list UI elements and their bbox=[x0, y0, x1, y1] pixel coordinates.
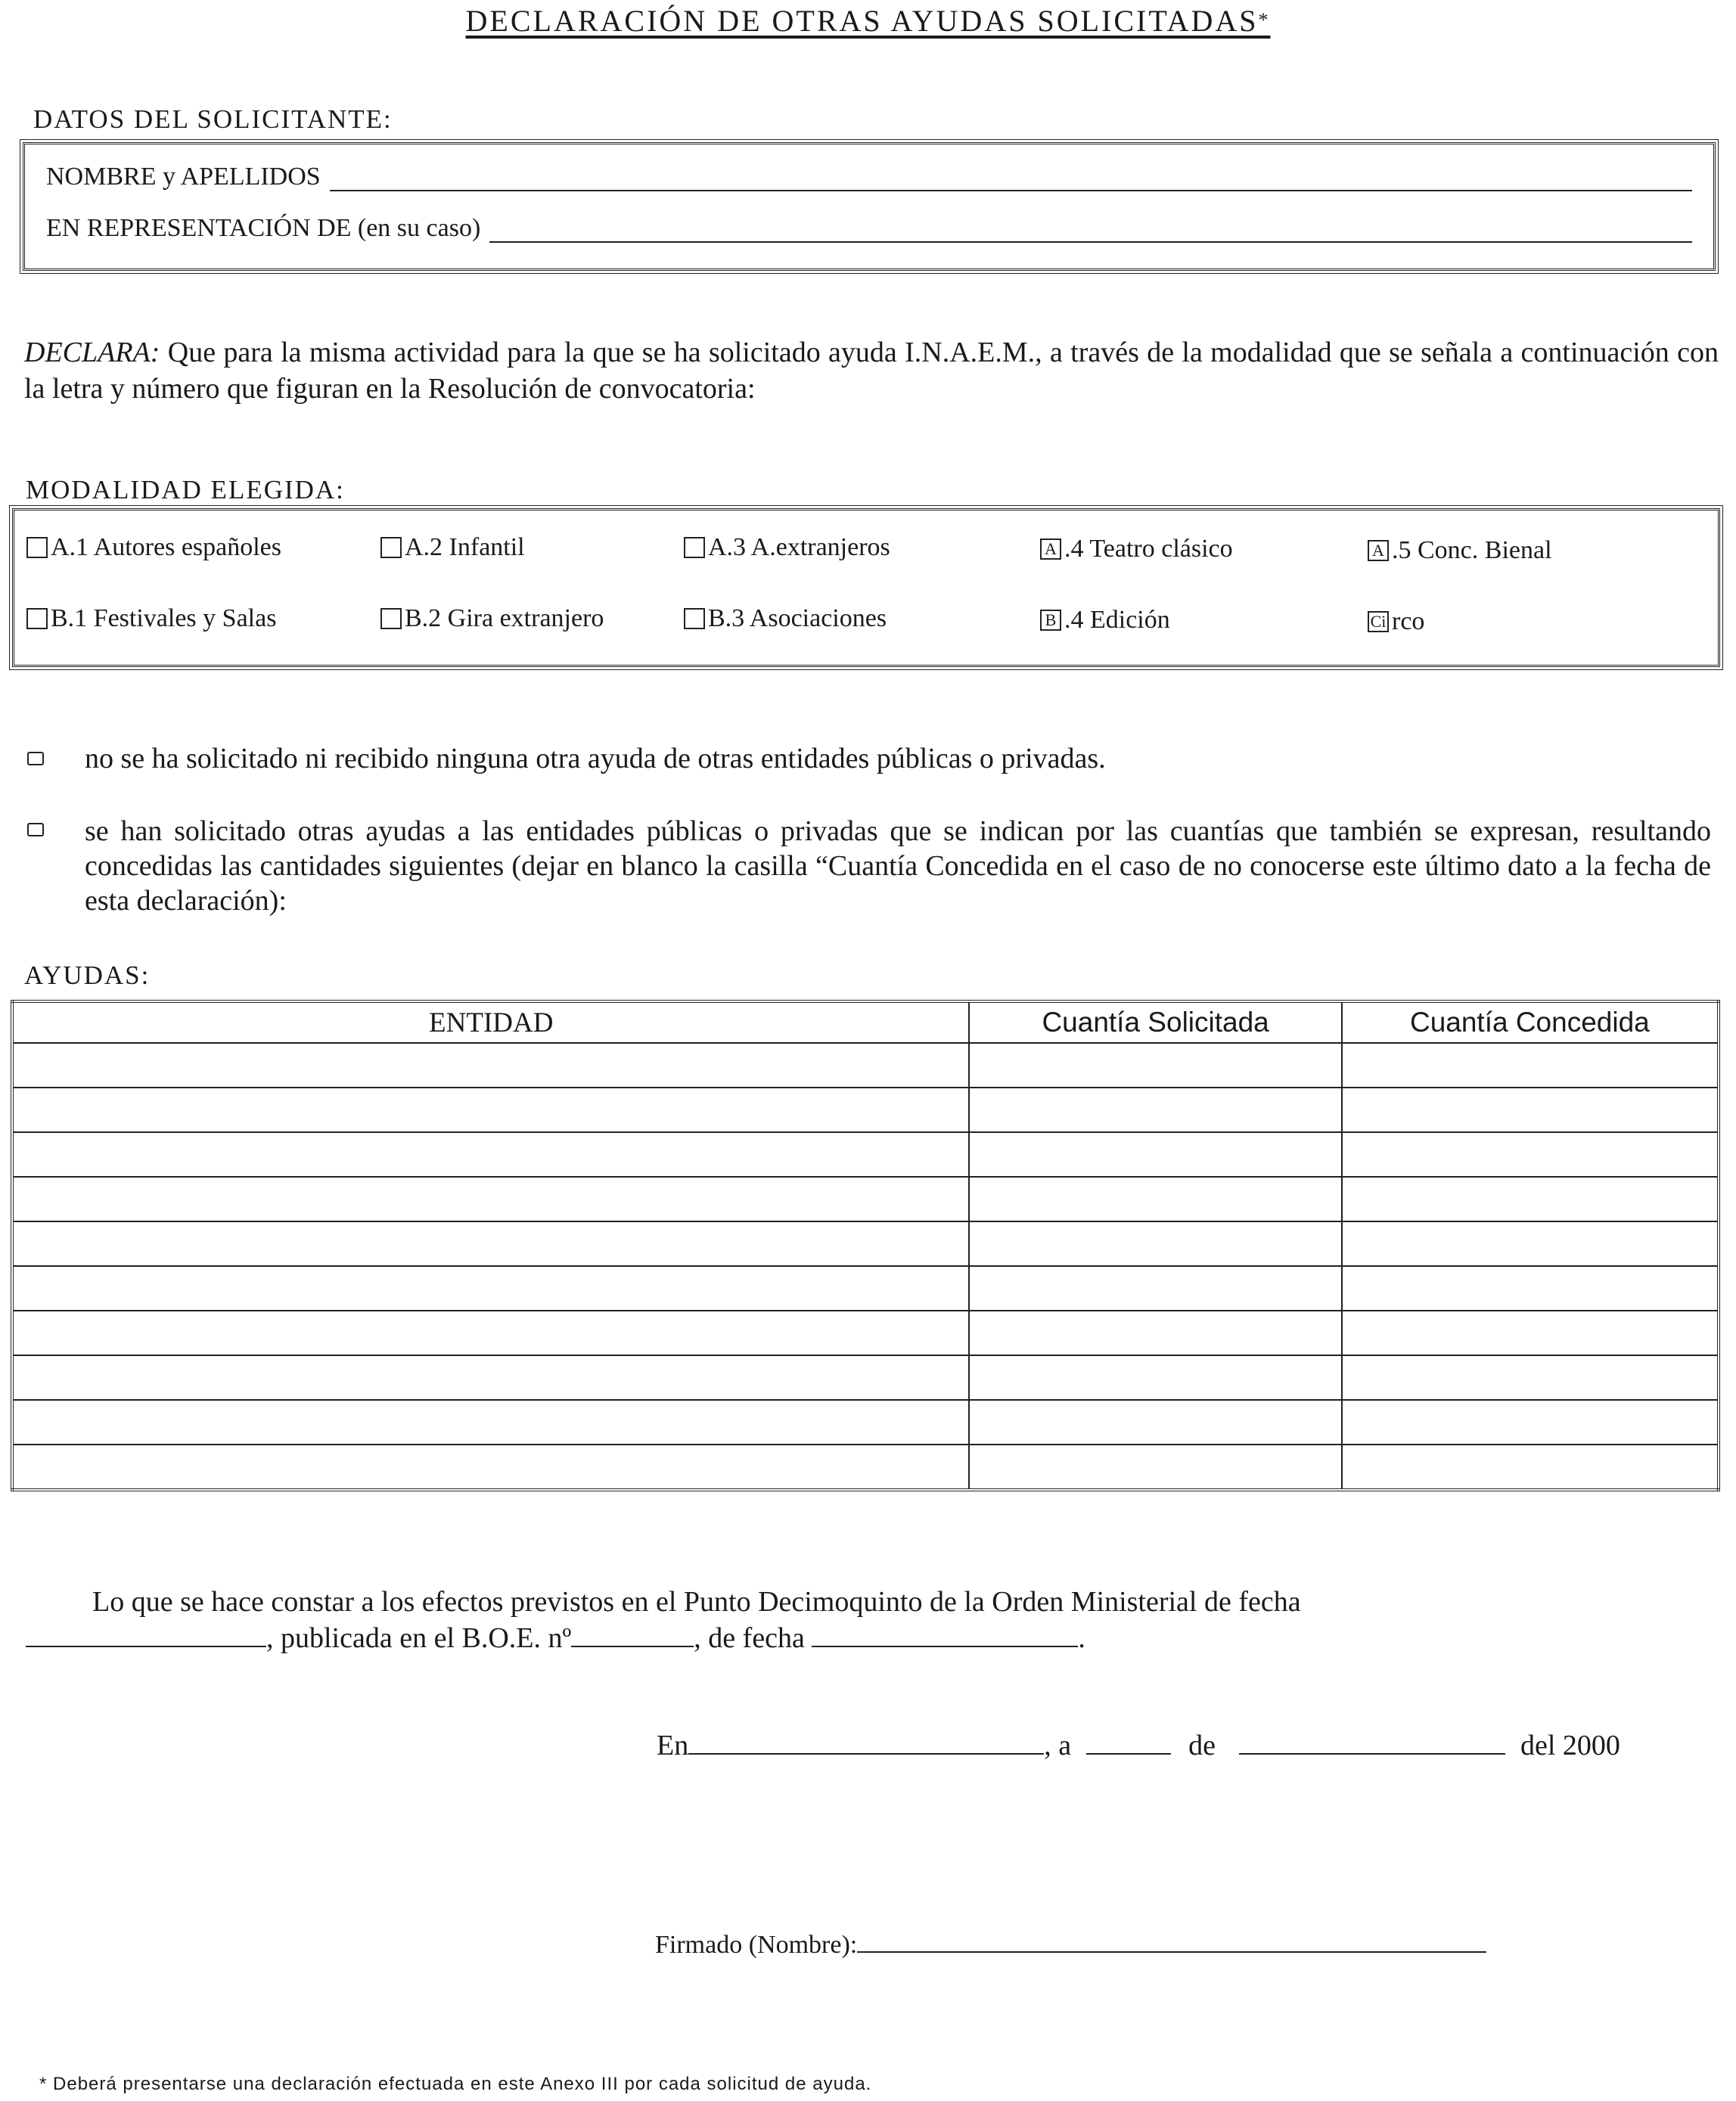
table-row bbox=[12, 1043, 1719, 1088]
solicitada-cell[interactable] bbox=[969, 1355, 1341, 1400]
solicitada-cell[interactable] bbox=[969, 1088, 1341, 1132]
entidad-cell[interactable] bbox=[12, 1088, 969, 1132]
order-date-field[interactable] bbox=[26, 1623, 266, 1647]
modality-option-circo[interactable] bbox=[1368, 607, 1424, 636]
column-header-entidad: ENTIDAD bbox=[12, 1001, 969, 1043]
aid-table-heading: AYUDAS: bbox=[24, 961, 151, 990]
option-label: A.1 Autores españoles bbox=[51, 533, 282, 561]
modality-option-a3[interactable] bbox=[684, 533, 890, 562]
checkbox-a5[interactable]: A bbox=[1368, 540, 1389, 561]
concedida-cell[interactable] bbox=[1342, 1088, 1719, 1132]
statement-other: se han solicitado otras ayudas a las entidades públicas o privadas que se indican por las cuantías que también se expresan, resultando concedidas las cantidades siguientes (dejar en blanco la casilla “Cuantía Concedida en el caso de no conocerse este último dato a la fecha de esta declaración): bbox=[85, 815, 1711, 917]
solicitada-cell[interactable] bbox=[969, 1266, 1341, 1311]
checkbox-a1[interactable] bbox=[26, 537, 48, 558]
signature-label: Firmado (Nombre): bbox=[655, 1931, 858, 1959]
boe-date-field[interactable] bbox=[812, 1623, 1078, 1647]
representation-field-row[interactable] bbox=[46, 214, 1692, 243]
closing-end: . bbox=[1078, 1622, 1085, 1654]
solicitada-cell[interactable] bbox=[969, 1132, 1341, 1177]
column-header-solicitada: Cuantía Solicitada bbox=[969, 1001, 1341, 1043]
month-field[interactable] bbox=[1239, 1730, 1505, 1755]
signature-line bbox=[655, 1929, 1486, 1960]
concedida-cell[interactable] bbox=[1342, 1177, 1719, 1221]
place-date-line bbox=[657, 1727, 1620, 1764]
signature-field[interactable] bbox=[857, 1929, 1486, 1953]
table-row bbox=[12, 1221, 1719, 1266]
representation-label: EN REPRESENTACIÓN DE (en su caso) bbox=[46, 214, 481, 242]
entidad-cell[interactable] bbox=[12, 1311, 969, 1355]
modality-option-b1[interactable] bbox=[26, 604, 276, 633]
option-label: B.1 Festivales y Salas bbox=[51, 604, 277, 632]
title-asterisk: * bbox=[1258, 9, 1271, 31]
modality-heading: MODALIDAD ELEGIDA: bbox=[26, 475, 345, 504]
place-de: de bbox=[1188, 1730, 1216, 1761]
footnote: * Deberá presentarse una declaración efectuada en este Anexo III por cada solicitud de ayuda. bbox=[39, 2074, 872, 2094]
declaration-paragraph bbox=[24, 334, 1719, 407]
column-header-concedida: Cuantía Concedida bbox=[1342, 1001, 1719, 1043]
modality-option-a1[interactable] bbox=[26, 533, 281, 562]
place-en: En bbox=[657, 1730, 689, 1761]
checkbox-a4[interactable]: A bbox=[1040, 538, 1061, 560]
option-label: B.3 Asociaciones bbox=[708, 604, 887, 632]
entidad-cell[interactable] bbox=[12, 1266, 969, 1311]
closing-date-label: , de fecha bbox=[694, 1622, 805, 1654]
concedida-cell[interactable] bbox=[1342, 1266, 1719, 1311]
modality-option-a5[interactable] bbox=[1368, 536, 1552, 565]
representation-field[interactable] bbox=[489, 219, 1692, 243]
checkbox-circo[interactable]: Ci bbox=[1368, 611, 1389, 632]
solicitada-cell[interactable] bbox=[969, 1221, 1341, 1266]
table-row bbox=[12, 1355, 1719, 1400]
title-text: DECLARACIÓN DE OTRAS AYUDAS SOLICITADAS bbox=[465, 4, 1259, 38]
modality-option-b4[interactable] bbox=[1040, 606, 1170, 635]
concedida-cell[interactable] bbox=[1342, 1445, 1719, 1490]
option-label: A.2 Infantil bbox=[405, 533, 525, 561]
option-label: .5 Conc. Bienal bbox=[1392, 536, 1552, 564]
applicant-heading: DATOS DEL SOLICITANTE: bbox=[33, 104, 393, 134]
entidad-cell[interactable] bbox=[12, 1355, 969, 1400]
table-row bbox=[12, 1311, 1719, 1355]
solicitada-cell[interactable] bbox=[969, 1043, 1341, 1088]
closing-published: , publicada en el B.O.E. nº bbox=[266, 1622, 572, 1654]
name-label: NOMBRE y APELLIDOS bbox=[46, 163, 321, 191]
concedida-cell[interactable] bbox=[1342, 1400, 1719, 1445]
table-row bbox=[12, 1400, 1719, 1445]
entidad-cell[interactable] bbox=[12, 1177, 969, 1221]
page-title bbox=[0, 3, 1736, 39]
checkbox-b3[interactable] bbox=[684, 608, 705, 629]
modality-option-b2[interactable] bbox=[380, 604, 604, 633]
option-label: rco bbox=[1392, 607, 1425, 635]
place-field[interactable] bbox=[688, 1730, 1044, 1755]
place-year: del 2000 bbox=[1520, 1730, 1620, 1761]
checkbox-a3[interactable] bbox=[684, 537, 705, 558]
modality-option-a4[interactable] bbox=[1040, 535, 1233, 563]
checkbox-b4[interactable]: B bbox=[1040, 610, 1061, 631]
table-row bbox=[12, 1132, 1719, 1177]
table-row bbox=[12, 1445, 1719, 1490]
entidad-cell[interactable] bbox=[12, 1445, 969, 1490]
day-field[interactable] bbox=[1086, 1730, 1171, 1755]
option-label: B.2 Gira extranjero bbox=[405, 604, 604, 632]
concedida-cell[interactable] bbox=[1342, 1043, 1719, 1088]
entidad-cell[interactable] bbox=[12, 1043, 969, 1088]
name-field-row[interactable] bbox=[46, 163, 1692, 191]
modality-option-b3[interactable] bbox=[684, 604, 887, 633]
declaration-text: Que para la misma actividad para la que se ha solicitado ayuda I.N.A.E.M., a través de la modalidad que se señala a continuación con la letra y número que figuran en la Resolución de convocatoria: bbox=[24, 337, 1719, 405]
entidad-cell[interactable] bbox=[12, 1400, 969, 1445]
concedida-cell[interactable] bbox=[1342, 1221, 1719, 1266]
option-label: .4 Edición bbox=[1064, 606, 1170, 634]
aid-table-header-row bbox=[12, 1001, 1719, 1043]
concedida-cell[interactable] bbox=[1342, 1132, 1719, 1177]
concedida-cell[interactable] bbox=[1342, 1355, 1719, 1400]
closing-line2 bbox=[26, 1620, 1690, 1656]
modality-box bbox=[12, 508, 1720, 667]
aid-table bbox=[11, 1000, 1720, 1491]
table-row bbox=[12, 1088, 1719, 1132]
modality-option-a2[interactable] bbox=[380, 533, 525, 562]
solicitada-cell[interactable] bbox=[969, 1400, 1341, 1445]
entidad-cell[interactable] bbox=[12, 1221, 969, 1266]
option-label: .4 Teatro clásico bbox=[1064, 535, 1233, 563]
name-field[interactable] bbox=[330, 167, 1692, 191]
checkbox-b2[interactable] bbox=[380, 608, 402, 629]
statement-checkbox-other[interactable] bbox=[27, 823, 44, 836]
entidad-cell[interactable] bbox=[12, 1132, 969, 1177]
concedida-cell[interactable] bbox=[1342, 1311, 1719, 1355]
table-row bbox=[12, 1177, 1719, 1221]
closing-line1: Lo que se hace constar a los efectos previstos en el Punto Decimoquinto de la Orden Ministerial de fecha bbox=[92, 1586, 1301, 1618]
boe-number-field[interactable] bbox=[571, 1623, 694, 1647]
declaration-lead: DECLARA: bbox=[24, 337, 160, 368]
solicitada-cell[interactable] bbox=[969, 1177, 1341, 1221]
applicant-box bbox=[23, 142, 1716, 271]
place-a: , a bbox=[1044, 1730, 1072, 1761]
solicitada-cell[interactable] bbox=[969, 1311, 1341, 1355]
option-label: A.3 A.extranjeros bbox=[708, 533, 890, 561]
statement-checkbox-none[interactable] bbox=[27, 752, 44, 765]
checkbox-a2[interactable] bbox=[380, 537, 402, 558]
statement-none: no se ha solicitado ni recibido ninguna otra ayuda de otras entidades públicas o privadas. bbox=[85, 743, 1106, 774]
solicitada-cell[interactable] bbox=[969, 1445, 1341, 1490]
table-row bbox=[12, 1266, 1719, 1311]
checkbox-b1[interactable] bbox=[26, 608, 48, 629]
